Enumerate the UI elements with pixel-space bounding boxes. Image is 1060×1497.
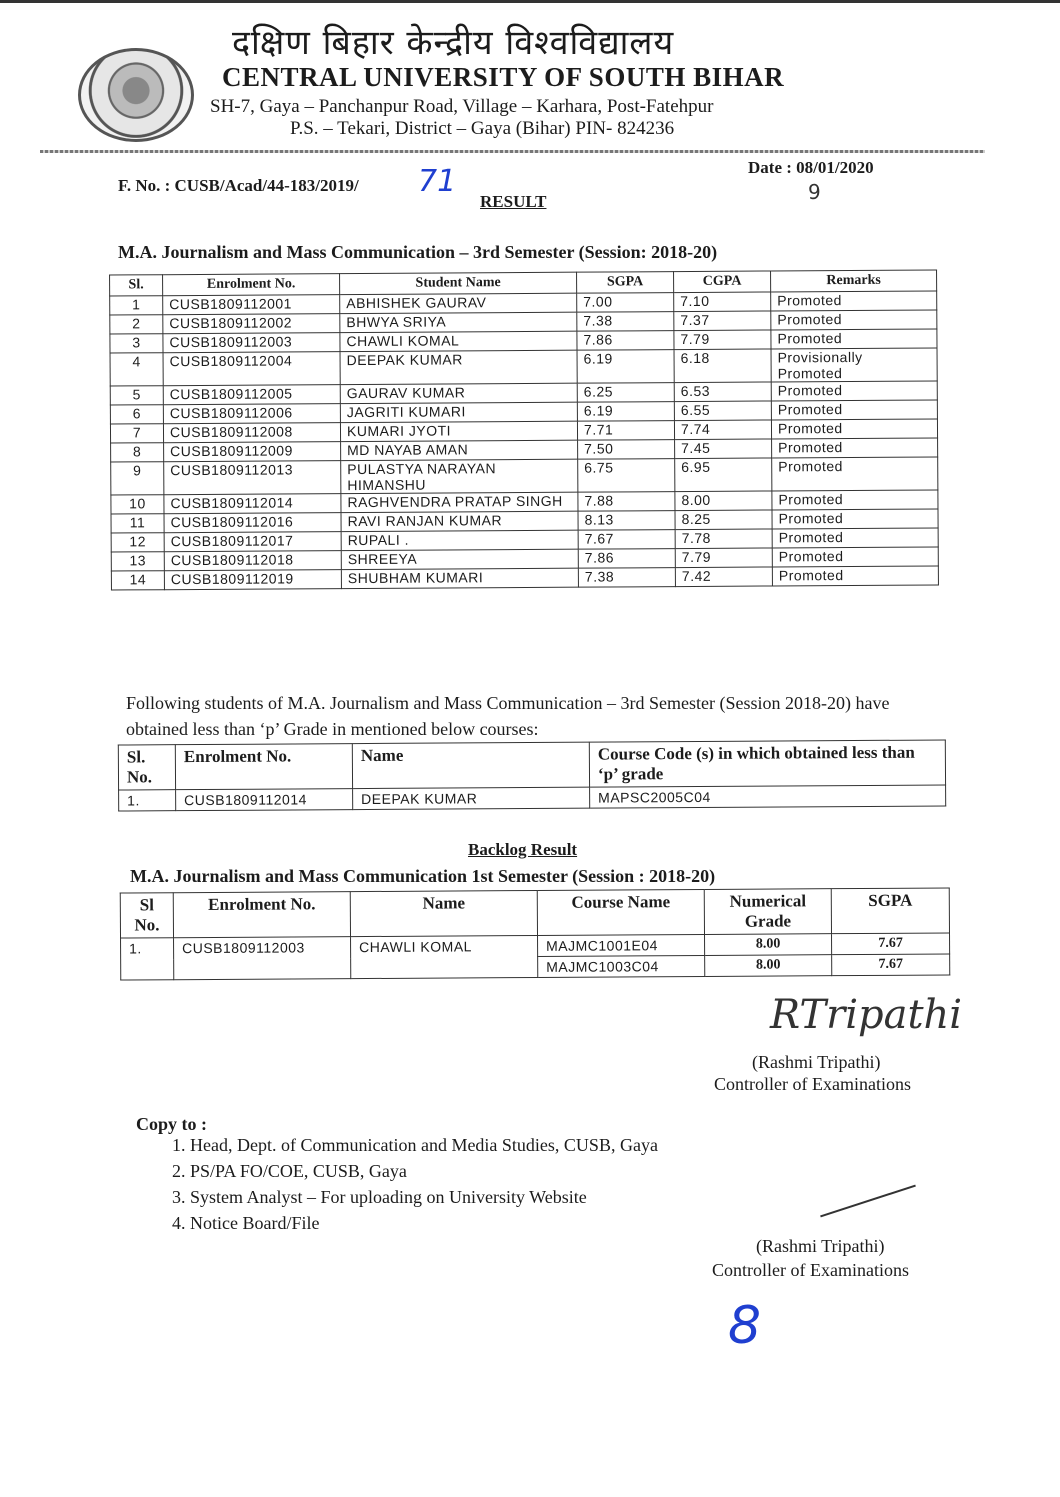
- cell-sgpa: 6.19: [577, 402, 674, 422]
- cell-name: DEEPAK KUMAR: [353, 787, 590, 809]
- cell-cgpa: 8.00: [675, 491, 772, 511]
- cell-sl: 3: [110, 334, 163, 353]
- cell-sgpa: 6.19: [577, 350, 674, 384]
- initial-mark: 8: [728, 1296, 762, 1356]
- header-divider: [40, 150, 985, 153]
- university-seal-logo: [78, 48, 194, 142]
- table-row: [110, 348, 937, 386]
- cell-sl: 1.: [119, 790, 176, 811]
- cell-grade: 8.00: [705, 934, 832, 956]
- cell-sl: 1.: [121, 938, 174, 980]
- col-name: Name: [350, 890, 537, 936]
- below-p-header-row: [118, 740, 945, 790]
- col-enrolment: Enrolment No.: [175, 744, 352, 790]
- backlog-table: [120, 887, 951, 980]
- file-number: F. No. : CUSB/Acad/44-183/2019/: [118, 176, 359, 195]
- table-row: [111, 566, 938, 590]
- cell-sgpa: 7.67: [578, 530, 675, 550]
- cell-sl: 1: [110, 296, 163, 315]
- cell-sl: 9: [111, 462, 164, 495]
- cell-sgpa: 8.13: [578, 511, 675, 531]
- cell-remarks: Promoted: [771, 381, 937, 401]
- top-border: [0, 0, 1060, 3]
- cell-course: MAJMC1003C04: [538, 955, 705, 977]
- cell-sgpa: 7.71: [577, 421, 674, 441]
- results-body: [110, 291, 939, 590]
- cell-sgpa: 7.50: [578, 440, 675, 460]
- cell-student-name: BHWYA SRIYA: [340, 312, 577, 332]
- cell-student-name: RUPALI .: [341, 530, 578, 550]
- signatory-name-2: (Rashmi Tripathi): [756, 1236, 885, 1256]
- cell-enrolment: CUSB1809112001: [163, 295, 340, 315]
- cell-enrolment: CUSB1809112002: [163, 314, 340, 334]
- cell-remarks: Promoted: [772, 438, 938, 458]
- cell-remarks: Promoted: [771, 329, 937, 349]
- cell-sgpa: 7.86: [577, 331, 674, 351]
- col-enrolment: Enrolment No.: [163, 274, 340, 296]
- cell-student-name: GAURAV KUMAR: [340, 383, 577, 403]
- results-table: [109, 269, 939, 590]
- copy-to-label: Copy to :: [136, 1114, 207, 1134]
- address-line-1: SH-7, Gaya – Panchanpur Road, Village – Karhara, Post-Fatehpur: [210, 96, 714, 117]
- col-cgpa: CGPA: [674, 271, 771, 293]
- result-title: RESULT: [480, 192, 547, 211]
- cell-enrolment: CUSB1809112003: [174, 937, 351, 980]
- cell-sgpa: 7.88: [578, 492, 675, 512]
- list-item: 1. Head, Dept. of Communication and Media Studies, CUSB, Gaya: [190, 1132, 658, 1158]
- cell-cgpa: 7.78: [675, 529, 772, 549]
- cell-student-name: JAGRITI KUMARI: [340, 402, 577, 422]
- cell-sgpa: 7.86: [578, 549, 675, 569]
- cell-sgpa: 7.38: [578, 568, 675, 588]
- cell-enrolment: CUSB1809112008: [163, 423, 340, 443]
- cell-remarks: Promoted: [772, 457, 938, 491]
- cell-enrolment: CUSB1809112014: [176, 789, 353, 811]
- semester-heading: M.A. Journalism and Mass Communication – 3rd Semester (Session: 2018-20): [118, 242, 718, 262]
- cell-remarks: Promoted: [772, 547, 938, 567]
- cell-sl: 7: [110, 424, 163, 443]
- backlog-heading: M.A. Journalism and Mass Communication 1st Semester (Session : 2018-20): [130, 866, 716, 886]
- cell-sl: 5: [110, 386, 163, 405]
- col-enrolment: Enrolment No.: [173, 892, 350, 938]
- date-handwritten-correction: 9: [808, 180, 821, 204]
- cell-enrolment: CUSB1809112018: [164, 551, 341, 571]
- cell-student-name: SHREEYA: [341, 549, 578, 569]
- signatory-name: (Rashmi Tripathi): [752, 1052, 881, 1072]
- cell-student-name: RAGHVENDRA PRATAP SINGH: [341, 492, 578, 512]
- cell-remarks: Promoted: [772, 509, 938, 529]
- cell-sl: 2: [110, 315, 163, 334]
- cell-sl: 4: [110, 353, 163, 386]
- cell-cgpa: 8.25: [675, 510, 772, 530]
- cell-student-name: MD NAYAB AMAN: [341, 440, 578, 460]
- cell-sgpa: 7.38: [577, 312, 674, 332]
- cell-cgpa: 7.37: [674, 311, 771, 331]
- col-numerical-grade: Numerical Grade: [704, 889, 831, 935]
- cell-cgpa: 7.79: [674, 330, 771, 350]
- cell-cgpa: 6.18: [674, 349, 771, 383]
- cell-sl: 10: [111, 495, 164, 514]
- cell-course: MAJMC1001E04: [538, 934, 705, 956]
- col-remarks: Remarks: [771, 270, 937, 292]
- list-item: 3. System Analyst – For uploading on University Website: [190, 1184, 658, 1210]
- cell-enrolment: CUSB1809112014: [164, 494, 341, 514]
- cell-grade: 8.00: [705, 955, 832, 977]
- col-sl-no: Sl. No.: [118, 745, 175, 790]
- cell-remarks: Promoted: [771, 419, 937, 439]
- cell-cgpa: 6.53: [674, 382, 771, 402]
- col-name: Name: [352, 742, 589, 788]
- cell-enrolment: CUSB1809112003: [163, 333, 340, 353]
- cell-enrolment: CUSB1809112019: [164, 570, 341, 590]
- cell-sl: 13: [111, 552, 164, 571]
- hindi-university-name: दक्षिण बिहार केन्द्रीय विश्वविद्यालय: [232, 23, 675, 63]
- cell-cgpa: 6.55: [674, 401, 771, 421]
- cell-enrolment: CUSB1809112016: [164, 513, 341, 533]
- cell-enrolment: CUSB1809112013: [164, 461, 341, 495]
- cell-student-name: CHAWLI KOMAL: [340, 331, 577, 351]
- signatory-title: Controller of Examinations: [714, 1074, 911, 1094]
- table-row: [119, 785, 946, 811]
- cell-sgpa: 6.75: [578, 459, 675, 493]
- cell-student-name: SHUBHAM KUMARI: [341, 568, 578, 588]
- signature-stroke: [820, 1185, 916, 1218]
- cell-sgpa: 6.25: [577, 383, 674, 403]
- cell-student-name: ABHISHEK GAURAV: [340, 293, 577, 313]
- cell-sl: 8: [111, 443, 164, 462]
- cell-enrolment: CUSB1809112004: [163, 352, 340, 386]
- cell-remarks: Promoted: [772, 566, 938, 586]
- cell-remarks: Promoted: [772, 490, 938, 510]
- cell-enrolment: CUSB1809112006: [163, 404, 340, 424]
- signature-handwritten: RTripathi: [770, 992, 963, 1038]
- cell-sgpa: 7.67: [832, 954, 950, 976]
- col-course-code: Course Code (s) in which obtained less than ‘p’ grade: [589, 740, 945, 787]
- cell-course-code: MAPSC2005C04: [590, 785, 946, 808]
- cell-sgpa: 7.67: [832, 933, 950, 955]
- backlog-header-row: [120, 888, 949, 938]
- cell-sl: 12: [111, 533, 164, 552]
- cell-cgpa: 7.45: [675, 439, 772, 459]
- backlog-title: Backlog Result: [468, 840, 578, 859]
- col-sgpa: SGPA: [831, 888, 949, 934]
- signatory-title-2: Controller of Examinations: [712, 1260, 909, 1280]
- col-student-name: Student Name: [340, 272, 577, 294]
- cell-remarks: Provisionally Promoted: [771, 348, 937, 382]
- copy-to-list: [162, 1132, 658, 1236]
- cell-sl: 6: [110, 405, 163, 424]
- date: Date : 08/01/2020: [748, 158, 874, 177]
- col-sgpa: SGPA: [577, 272, 674, 294]
- cell-cgpa: 7.10: [674, 292, 771, 312]
- cell-student-name: KUMARI JYOTI: [340, 421, 577, 441]
- university-name: CENTRAL UNIVERSITY OF SOUTH BIHAR: [222, 62, 785, 92]
- cell-name: CHAWLI KOMAL: [351, 935, 538, 978]
- cell-student-name: DEEPAK KUMAR: [340, 350, 577, 384]
- cell-remarks: Promoted: [771, 310, 937, 330]
- list-item: 4. Notice Board/File: [190, 1210, 658, 1236]
- cell-enrolment: CUSB1809112009: [164, 442, 341, 462]
- cell-enrolment: CUSB1809112017: [164, 532, 341, 552]
- cell-cgpa: 7.74: [674, 420, 771, 440]
- cell-cgpa: 7.79: [675, 548, 772, 568]
- cell-cgpa: 7.42: [675, 567, 772, 587]
- col-sl: Sl.: [110, 275, 163, 296]
- cell-sgpa: 7.00: [577, 293, 674, 313]
- cell-sl: 11: [111, 514, 164, 533]
- address-line-2: P.S. – Tekari, District – Gaya (Bihar) PIN- 824236: [290, 118, 675, 139]
- cell-remarks: Promoted: [772, 528, 938, 548]
- below-p-table: [118, 739, 946, 811]
- cell-sl: 14: [111, 571, 164, 590]
- cell-student-name: RAVI RANJAN KUMAR: [341, 511, 578, 531]
- col-sl-no: Sl No.: [120, 893, 173, 938]
- list-item: 2. PS/PA FO/COE, CUSB, Gaya: [190, 1158, 658, 1184]
- cell-cgpa: 6.95: [675, 458, 772, 492]
- cell-remarks: Promoted: [771, 400, 937, 420]
- cell-enrolment: CUSB1809112005: [163, 385, 340, 405]
- col-course-name: Course Name: [537, 889, 704, 935]
- cell-remarks: Promoted: [771, 291, 937, 311]
- table-row: [111, 457, 938, 495]
- below-p-paragraph: Following students of M.A. Journalism and Mass Communication – 3rd Semester (Session 2018-20) have obtained less than ‘p’ Grade in mentioned below courses:: [126, 693, 890, 739]
- cell-student-name: PULASTYA NARAYAN HIMANSHU: [341, 459, 578, 493]
- file-number-handwritten: 71: [418, 164, 457, 199]
